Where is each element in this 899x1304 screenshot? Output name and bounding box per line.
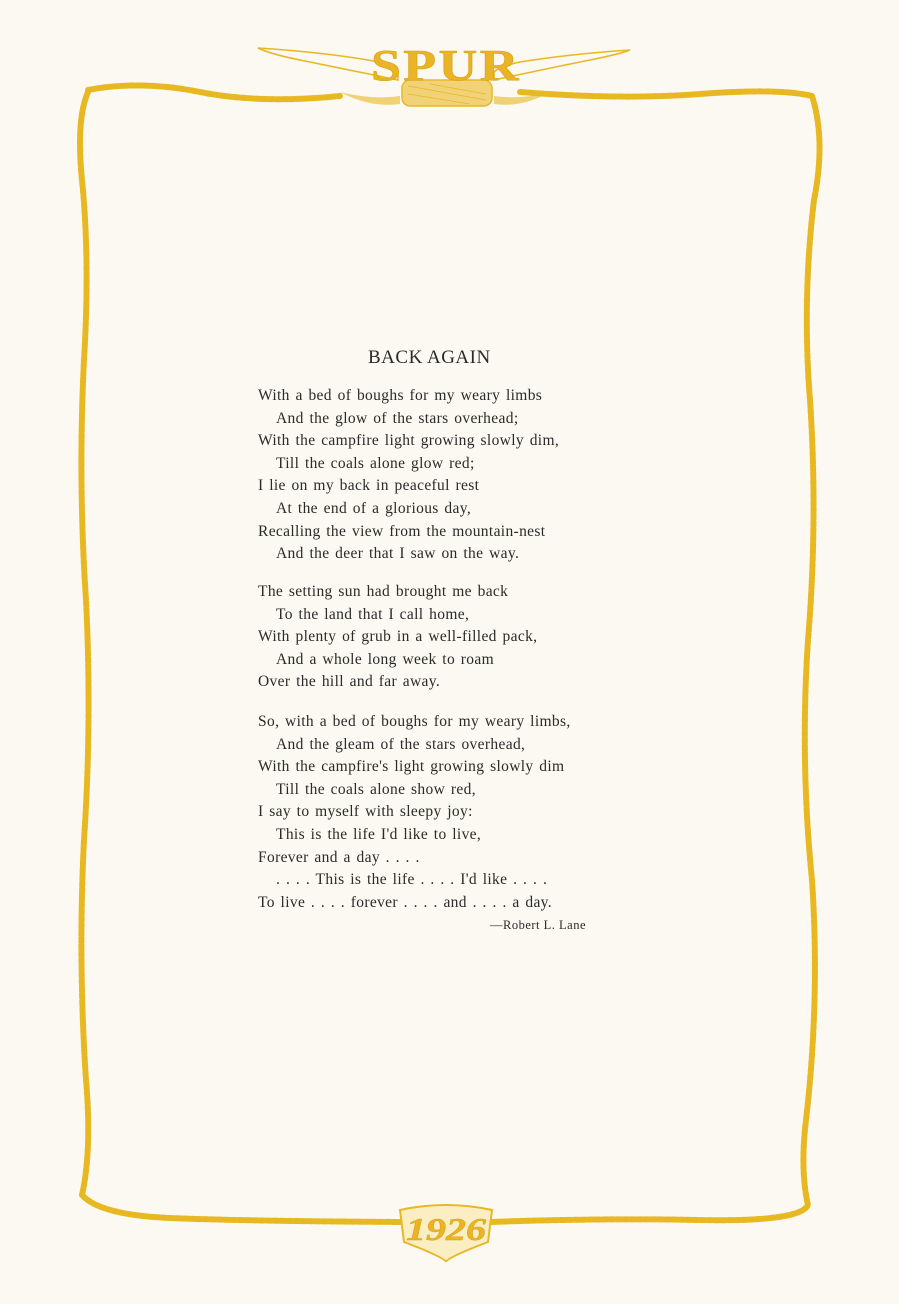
- poem-attribution: —Robert L. Lane: [490, 918, 587, 932]
- poem-line: So, with a bed of boughs for my weary limbs,: [258, 713, 571, 730]
- svg-text:1926: 1926: [406, 1211, 486, 1247]
- poem-line: The setting sun had brought me back: [258, 583, 509, 600]
- poem-stanza-2: [258, 581, 678, 694]
- poem-line: With the campfire light growing slowly dim,: [258, 432, 560, 450]
- year-1926-logo: [400, 1205, 492, 1262]
- poem-line: Till the coals alone show red,: [276, 780, 476, 798]
- poem-line: To the land that I call home,: [276, 605, 470, 623]
- rope-top-right: [520, 91, 812, 96]
- poem-stanza-3: [258, 711, 678, 914]
- poem-line: I say to myself with sleepy joy:: [258, 803, 473, 821]
- poem-line: And a whole long week to roam: [276, 650, 495, 668]
- poem-line: To live . . . . forever . . . . and . . . . a day.: [258, 893, 553, 911]
- rope-top-left: [88, 85, 340, 99]
- poem-title: BACK AGAIN: [368, 347, 491, 368]
- rope-right: [803, 96, 819, 1205]
- poem-line: And the deer that I saw on the way.: [276, 545, 520, 563]
- poem-line: Forever and a day . . . .: [258, 848, 420, 866]
- poem-stanza-1: [258, 385, 678, 566]
- svg-text:SPUR: SPUR: [371, 41, 521, 90]
- poem-line: With plenty of grub in a well-filled pack,: [258, 628, 538, 646]
- poem-line: Over the hill and far away.: [258, 673, 441, 691]
- poem-line: And the gleam of the stars overhead,: [276, 735, 526, 753]
- poem-line: . . . . This is the life . . . . I'd like . . . .: [276, 871, 548, 889]
- poem-line: With the campfire's light growing slowly dim: [258, 758, 565, 776]
- poem-line: At the end of a glorious day,: [276, 499, 472, 517]
- poem-line: And the glow of the stars overhead;: [276, 409, 519, 427]
- rope-left: [80, 92, 89, 1195]
- poem-line: With a bed of boughs for my weary limbs: [258, 387, 543, 404]
- poem-line: This is the life I'd like to live,: [276, 825, 482, 843]
- poem-line: Recalling the view from the mountain-nest: [258, 522, 546, 540]
- rope-bottom-right: [490, 1205, 808, 1222]
- poem-line: Till the coals alone glow red;: [276, 454, 475, 472]
- poem-line: I lie on my back in peaceful rest: [258, 477, 480, 495]
- rope-bottom-left: [82, 1195, 400, 1222]
